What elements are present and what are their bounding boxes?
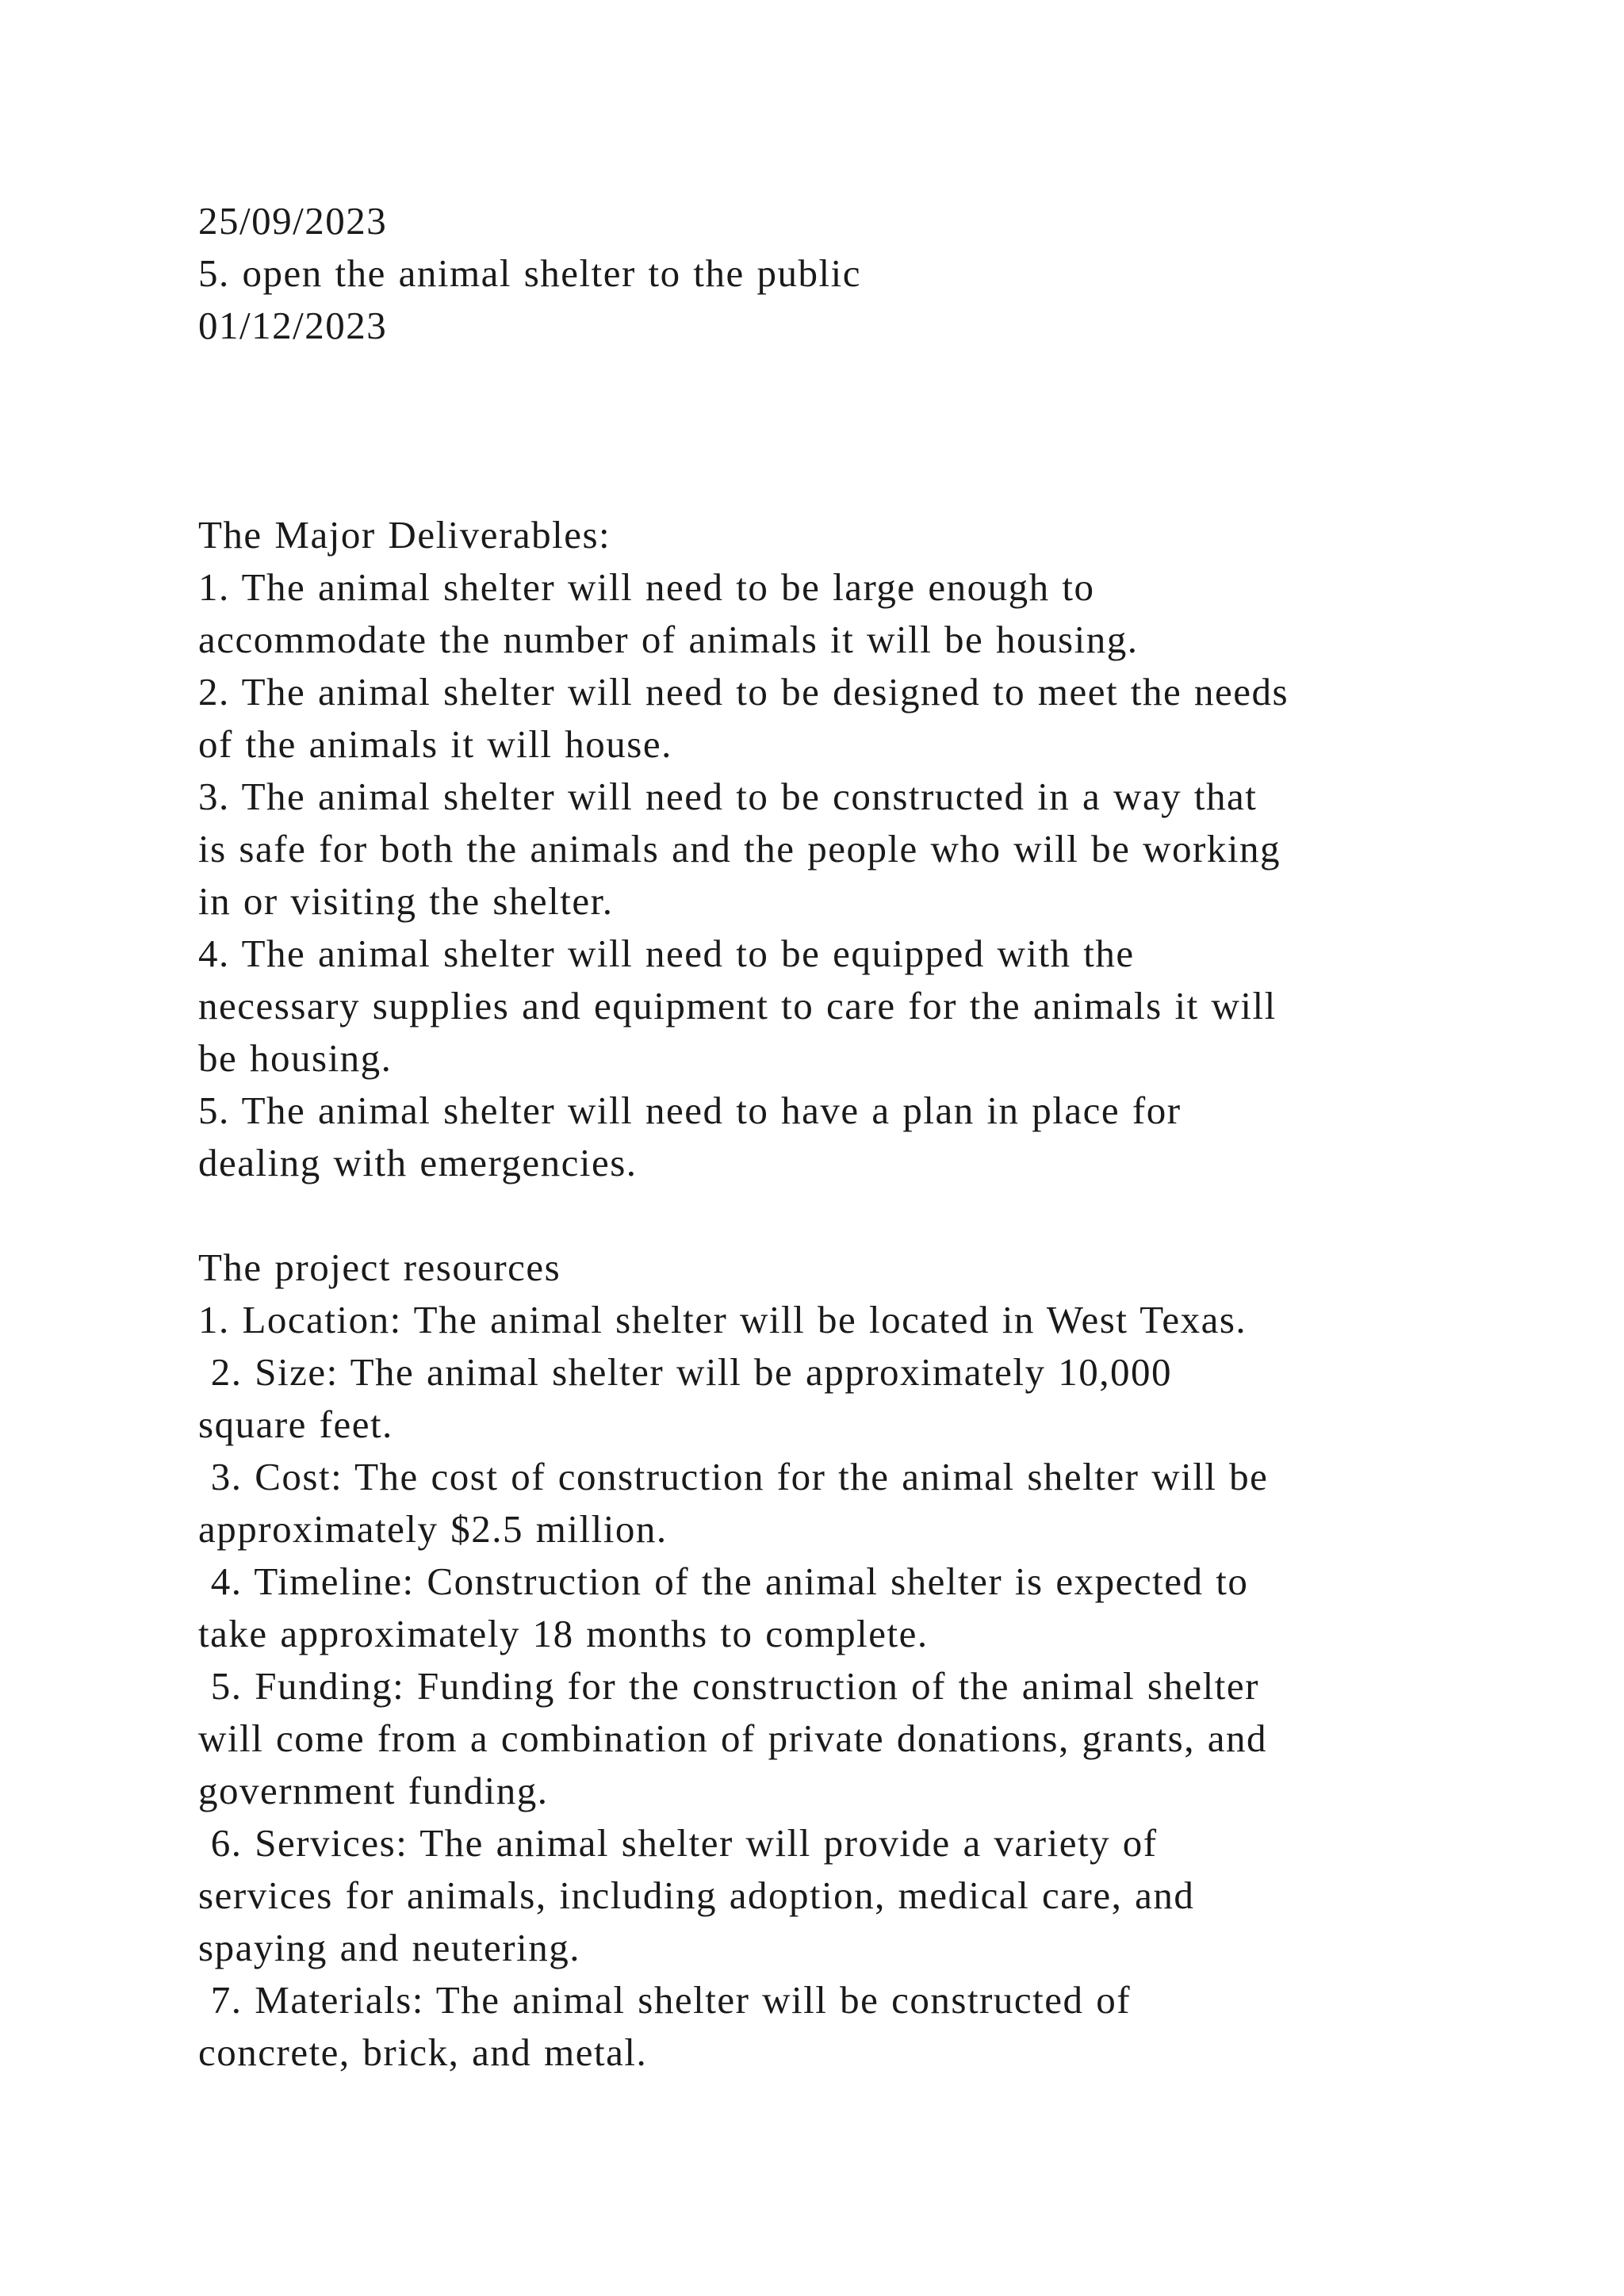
resources-line: 3. Cost: The cost of construction for the animal shelter will be bbox=[198, 1455, 1269, 1498]
spacer bbox=[198, 1189, 1546, 1242]
deliverables-heading: The Major Deliverables: bbox=[198, 513, 611, 557]
deliverables-line: 4. The animal shelter will need to be equipped with the bbox=[198, 932, 1135, 975]
resources-line: spaying and neutering. bbox=[198, 1926, 580, 1969]
deliverables-line: accommodate the number of animals it will be housing. bbox=[198, 618, 1139, 661]
start-date: 25/09/2023 bbox=[198, 199, 388, 243]
deliverables-line: 5. The animal shelter will need to have a plan in place for bbox=[198, 1089, 1182, 1132]
resources-line: 7. Materials: The animal shelter will be constructed of bbox=[198, 1978, 1132, 2022]
milestone-item: 5. open the animal shelter to the public bbox=[198, 251, 862, 295]
deliverables-line: 2. The animal shelter will need to be designed to meet the needs bbox=[198, 670, 1289, 714]
resources-line: concrete, brick, and metal. bbox=[198, 2030, 648, 2074]
deliverables-line: 3. The animal shelter will need to be constructed in a way that bbox=[198, 775, 1258, 818]
resources-line: 1. Location: The animal shelter will be located in West Texas. bbox=[198, 1298, 1247, 1341]
resources-heading: The project resources bbox=[198, 1246, 561, 1289]
resources-line: services for animals, including adoption, medical care, and bbox=[198, 1873, 1195, 1917]
deliverables-line: in or visiting the shelter. bbox=[198, 879, 614, 923]
resources-line: 2. Size: The animal shelter will be approximately 10,000 bbox=[198, 1350, 1172, 1394]
resources-line: 6. Services: The animal shelter will provide a variety of bbox=[198, 1821, 1158, 1865]
spacer bbox=[198, 352, 1546, 509]
resources-line: 4. Timeline: Construction of the animal shelter is expected to bbox=[198, 1559, 1249, 1603]
end-date: 01/12/2023 bbox=[198, 304, 388, 347]
resources-line: government funding. bbox=[198, 1769, 549, 1812]
deliverables-line: dealing with emergencies. bbox=[198, 1141, 638, 1184]
resources-line: square feet. bbox=[198, 1402, 393, 1446]
resources-line: 5. Funding: Funding for the construction of the animal shelter bbox=[198, 1664, 1259, 1708]
deliverables-line: be housing. bbox=[198, 1036, 393, 1080]
document-body bbox=[198, 195, 1546, 2079]
resources-line: will come from a combination of private donations, grants, and bbox=[198, 1716, 1267, 1760]
deliverables-line: is safe for both the animals and the people who will be working bbox=[198, 827, 1281, 871]
resources-line: take approximately 18 months to complete. bbox=[198, 1612, 929, 1655]
deliverables-line: of the animals it will house. bbox=[198, 722, 672, 766]
deliverables-line: necessary supplies and equipment to care for the animals it will bbox=[198, 984, 1277, 1027]
deliverables-line: 1. The animal shelter will need to be large enough to bbox=[198, 565, 1095, 609]
resources-line: approximately $2.5 million. bbox=[198, 1507, 668, 1551]
